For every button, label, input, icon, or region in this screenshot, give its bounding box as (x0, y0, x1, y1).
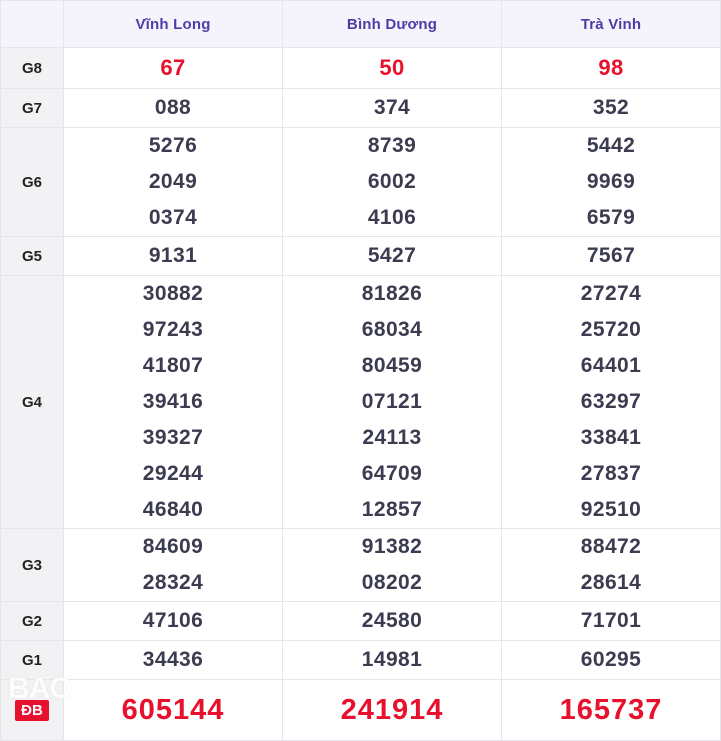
number: 6579 (586, 206, 636, 229)
number: 5276 (148, 134, 198, 157)
prize-value-g2-2 (502, 602, 721, 641)
number: 28324 (142, 571, 204, 594)
prize-value-g4-1 (283, 276, 502, 529)
number: 92510 (580, 498, 642, 521)
prize-label-db-cell (1, 680, 64, 741)
number: 81826 (361, 282, 423, 305)
table-row (1, 529, 721, 602)
number: 41807 (142, 354, 204, 377)
number: 64401 (580, 354, 642, 377)
prize-label-g1: G1 (1, 641, 64, 680)
prize-value-g5-1 (283, 237, 502, 276)
number: 6002 (367, 170, 417, 193)
table-row (1, 680, 721, 741)
number: 71701 (580, 609, 642, 632)
prize-value-g1-2 (502, 641, 721, 680)
number: 9131 (148, 244, 198, 267)
prize-value-g6-2 (502, 128, 721, 237)
number: 60295 (580, 648, 642, 671)
header-corner (1, 1, 64, 48)
number: 8739 (367, 134, 417, 157)
prize-value-db-0 (64, 680, 283, 741)
table-row (1, 128, 721, 237)
number: 39416 (142, 390, 204, 413)
number: 50 (379, 55, 405, 80)
prize-label-g5: G5 (1, 237, 64, 276)
header-province-0: Vĩnh Long (64, 1, 283, 48)
number: 27837 (580, 462, 642, 485)
number: 5442 (586, 134, 636, 157)
prize-value-g8-0 (64, 48, 283, 89)
number: 605144 (121, 694, 225, 726)
table-row (1, 89, 721, 128)
table-row (1, 237, 721, 276)
prize-label-db: ĐB (15, 700, 49, 721)
prize-value-g4-2 (502, 276, 721, 529)
prize-label-g7: G7 (1, 89, 64, 128)
prize-value-g5-0 (64, 237, 283, 276)
prize-label-g3: G3 (1, 529, 64, 602)
prize-value-db-1 (283, 680, 502, 741)
header-province-2: Trà Vinh (502, 1, 721, 48)
prize-value-g6-0 (64, 128, 283, 237)
table-row (1, 602, 721, 641)
number: 88472 (580, 535, 642, 558)
number: 46840 (142, 498, 204, 521)
prize-value-g3-1 (283, 529, 502, 602)
number: 07121 (361, 390, 423, 413)
header-province-1: Bình Dương (283, 1, 502, 48)
number: 374 (373, 96, 411, 119)
prize-value-g7-1 (283, 89, 502, 128)
number: 5427 (367, 244, 417, 267)
prize-value-g4-0 (64, 276, 283, 529)
number: 0374 (148, 206, 198, 229)
number: 67 (160, 55, 186, 80)
number: 2049 (148, 170, 198, 193)
number: 7567 (586, 244, 636, 267)
prize-value-g1-1 (283, 641, 502, 680)
table-row (1, 641, 721, 680)
prize-value-g7-0 (64, 89, 283, 128)
number: 33841 (580, 426, 642, 449)
number: 14981 (361, 648, 423, 671)
number: 28614 (580, 571, 642, 594)
number: 27274 (580, 282, 642, 305)
number: 12857 (361, 498, 423, 521)
prize-label-g2: G2 (1, 602, 64, 641)
number: 47106 (142, 609, 204, 632)
prize-value-g8-2 (502, 48, 721, 89)
number: 80459 (361, 354, 423, 377)
number: 30882 (142, 282, 204, 305)
number: 24580 (361, 609, 423, 632)
prize-value-g2-0 (64, 602, 283, 641)
table-body (1, 48, 721, 741)
prize-value-g6-1 (283, 128, 502, 237)
prize-value-g7-2 (502, 89, 721, 128)
header-row (1, 1, 721, 48)
number: 241914 (340, 694, 444, 726)
number: 97243 (142, 318, 204, 341)
number: 165737 (559, 694, 663, 726)
number: 64709 (361, 462, 423, 485)
prize-value-db-2 (502, 680, 721, 741)
number: 91382 (361, 535, 423, 558)
prize-label-g4: G4 (1, 276, 64, 529)
number: 25720 (580, 318, 642, 341)
prize-value-g5-2 (502, 237, 721, 276)
number: 84609 (142, 535, 204, 558)
number: 24113 (362, 426, 422, 449)
number: 39327 (142, 426, 204, 449)
prize-label-g6: G6 (1, 128, 64, 237)
table-row (1, 48, 721, 89)
prize-value-g8-1 (283, 48, 502, 89)
number: 9969 (586, 170, 636, 193)
number: 29244 (142, 462, 204, 485)
number: 352 (592, 96, 630, 119)
watermark-text: BAO (8, 672, 72, 705)
prize-value-g3-2 (502, 529, 721, 602)
number: 4106 (367, 206, 417, 229)
number: 088 (154, 96, 192, 119)
number: 63297 (580, 390, 642, 413)
prize-value-g2-1 (283, 602, 502, 641)
number: 98 (598, 55, 624, 80)
prize-label-g8: G8 (1, 48, 64, 89)
table-row (1, 276, 721, 529)
prize-value-g3-0 (64, 529, 283, 602)
prize-value-g1-0 (64, 641, 283, 680)
number: 34436 (142, 648, 204, 671)
table-header (1, 1, 721, 48)
number: 68034 (361, 318, 423, 341)
number: 08202 (361, 571, 423, 594)
